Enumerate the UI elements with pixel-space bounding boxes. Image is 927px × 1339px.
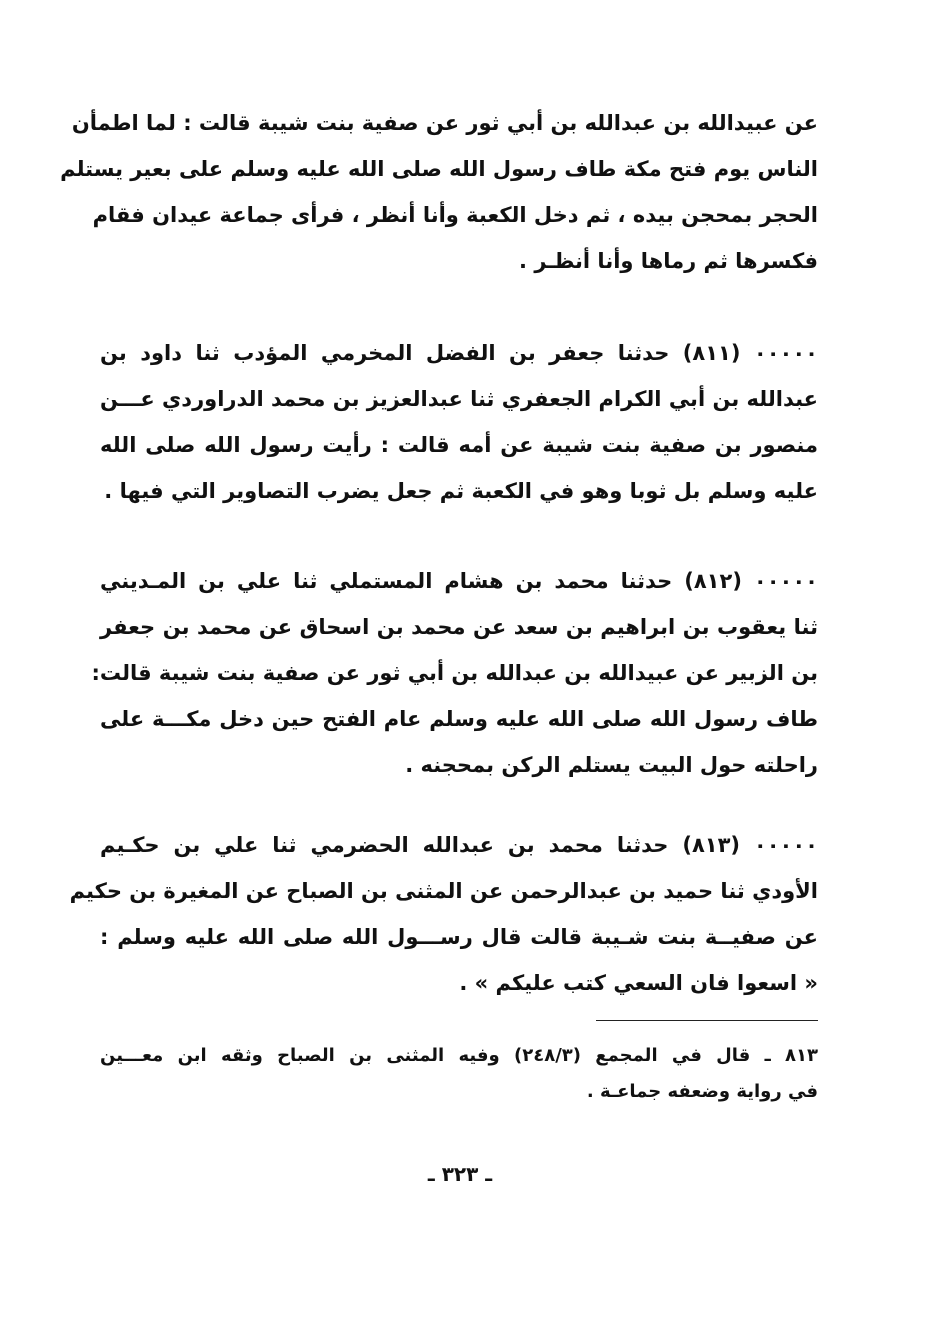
text-line: الناس يوم فتح مكة طاف رسول الله صلى الله عليه وسلم على بعير يستلم xyxy=(60,157,818,181)
text-line: ٠٠٠٠٠ (٨١٣) حدثنا محمد بن عبدالله الحضرمي ثنا علي بن حكـيم xyxy=(100,833,818,857)
text-line: عن صفيــة بنت شـيبة قالت قال رســـول الله صلى الله عليه وسلم : xyxy=(100,925,818,949)
text-line: طاف رسول الله صلى الله عليه وسلم عام الفتح حين دخل مكـــة على xyxy=(100,707,818,731)
text-line: ثنا يعقوب بن ابراهيم بن سعد عن محمد بن اسحاق عن محمد بن جعفر xyxy=(100,615,818,639)
text-line: عبدالله بن أبي الكرام الجعفري ثنا عبدالعزيز بن محمد الدراوردي عـــن xyxy=(99,387,818,411)
text-line: بن الزبير عن عبيدالله بن عبدالله بن أبي ثور عن صفية بنت شيبة قالت: xyxy=(91,661,818,685)
text-line: « اسعوا فان السعي كتب عليكم » . xyxy=(459,971,818,995)
text-line: عن عبيدالله بن عبدالله بن أبي ثور عن صفية بنت شيبة قالت : لما اطمأن xyxy=(71,111,818,135)
text-line: ٠٠٠٠٠ (٨١٢) حدثنا محمد بن هشام المستملي ثنا علي بن المـديني xyxy=(100,569,818,593)
page-number: ـ ٣٢٣ ـ xyxy=(427,1162,493,1186)
paragraph-hadith-811 xyxy=(100,330,818,514)
text-line: عليه وسلم بل ثوبا وهو في الكعبة ثم جعل يضرب التصاوير التي فيها . xyxy=(104,479,818,503)
footnote-line: ٨١٣ ـ قال في المجمع (٢٤٨/٣) وفيه المثنى بن الصباح وثقه ابن معـــين xyxy=(100,1045,818,1066)
text-line: فكسرها ثم رماها وأنا أنظـر . xyxy=(519,249,818,273)
footnote-line: في رواية وضعفه جماعـة . xyxy=(586,1081,818,1102)
footnote xyxy=(100,1038,818,1110)
paragraph-hadith-813 xyxy=(69,822,818,1006)
text-line: الأودي ثنا حميد بن عبدالرحمن عن المثنى بن الصباح عن المغيرة بن حكيم xyxy=(69,879,818,903)
text-line: ٠٠٠٠٠ (٨١١) حدثنا جعفر بن الفضل المخرمي المؤدب ثنا داود بن xyxy=(100,341,818,365)
paragraph-opening xyxy=(60,100,818,284)
text-line: الحجر بمحجن بيده ، ثم دخل الكعبة وأنا أنظر ، فرأى جماعة عيدان فقام xyxy=(92,203,818,227)
paragraph-hadith-812 xyxy=(91,558,818,788)
text-line: منصور بن صفية بنت شيبة عن أمه قالت : رأيت رسول الله صلى الله xyxy=(100,433,818,457)
footnote-divider xyxy=(596,1020,818,1021)
text-line: راحلته حول البيت يستلم الركن بمحجنه . xyxy=(405,753,818,777)
